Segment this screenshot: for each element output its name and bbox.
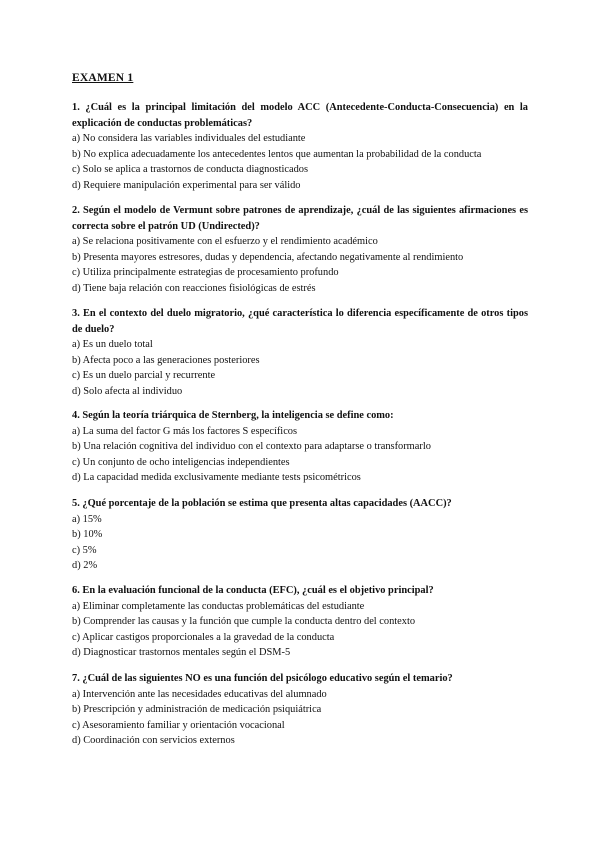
answer-option: b) Comprender las causas y la función que cumple la conducta dentro del contexto: [72, 616, 416, 627]
answer-option: d) La capacidad medida exclusivamente mediante tests psicométricos: [72, 472, 361, 483]
answer-option: c) Es un duelo parcial y recurrente: [72, 370, 216, 381]
answer-option: d) Solo afecta al individuo: [72, 385, 183, 397]
question-stem: 2. Según el modelo de Vermunt sobre patrones de aprendizaje, ¿cuál de las siguientes afirmaciones es correcta sobre el patrón UD (Undirected)?: [72, 205, 528, 232]
answer-option: d) 2%: [72, 560, 98, 571]
question-stem: 7. ¿Cuál de las siguientes NO es una función del psicólogo educativo según el temario?: [72, 673, 453, 684]
answer-option: a) Eliminar completamente las conductas problemáticas del estudiante: [72, 600, 365, 612]
question-stem: 5. ¿Qué porcentaje de la población se estima que presenta altas capacidades (AACC)?: [72, 498, 452, 509]
question-6: [72, 583, 528, 661]
answer-option: a) Intervención ante las necesidades educativas del alumnado: [72, 688, 327, 700]
answer-option: c) Aplicar castigos proporcionales a la gravedad de la conducta: [72, 631, 335, 643]
answer-option: a) 15%: [72, 513, 102, 525]
exam-title: EXAMEN 1: [72, 72, 134, 84]
answer-option: c) Utiliza principalmente estrategias de procesamiento profundo: [72, 267, 339, 278]
answer-option: b) Presenta mayores estresores, dudas y dependencia, afectando negativamente al rendimiento: [72, 251, 464, 263]
answer-option: a) Es un duelo total: [72, 339, 153, 350]
question-stem: 3. En el contexto del duelo migratorio, ¿qué característica lo diferencia específicamente de otros tipos de duelo?: [72, 308, 528, 335]
answer-option: a) No considera las variables individuales del estudiante: [72, 133, 306, 144]
answer-option: b) No explica adecuadamente los antecedentes lentos que aumentan la probabilidad de la conducta: [72, 148, 482, 160]
answer-option: d) Requiere manipulación experimental para ser válido: [72, 179, 301, 191]
answer-option: b) Prescripción y administración de medicación psiquiátrica: [72, 704, 322, 715]
answer-option: c) Solo se aplica a trastornos de conducta diagnosticados: [72, 164, 309, 175]
answer-option: b) Afecta poco a las generaciones posteriores: [72, 354, 260, 366]
question-2: [72, 203, 528, 296]
answer-option: a) Se relaciona positivamente con el esfuerzo y el rendimiento académico: [72, 236, 378, 247]
answer-option: c) Asesoramiento familiar y orientación vocacional: [72, 719, 285, 731]
question-4: [72, 408, 528, 486]
question-stem: 6. En la evaluación funcional de la conducta (EFC), ¿cuál es el objetivo principal?: [72, 585, 434, 596]
answer-option: d) Coordinación con servicios externos: [72, 735, 235, 746]
answer-option: d) Diagnosticar trastornos mentales según el DSM-5: [72, 647, 291, 658]
question-1: [72, 100, 528, 193]
answer-option: c) Un conjunto de ocho inteligencias independientes: [72, 456, 290, 468]
question-3: [72, 306, 528, 399]
answer-option: d) Tiene baja relación con reacciones fisiológicas de estrés: [72, 282, 316, 294]
question-7: [72, 671, 528, 749]
answer-option: b) Una relación cognitiva del individuo con el contexto para adaptarse o transformarlo: [72, 441, 431, 452]
question-stem: 4. Según la teoría triárquica de Sternberg, la inteligencia se define como:: [72, 410, 394, 421]
question-5: [72, 496, 528, 574]
answer-option: c) 5%: [72, 544, 97, 556]
answer-option: b) 10%: [72, 529, 103, 540]
answer-option: a) La suma del factor G más los factores S específicos: [72, 425, 298, 437]
question-stem: 1. ¿Cuál es la principal limitación del modelo ACC (Antecedente-Conducta-Consecuencia) en la explicación de conductas problemáticas?: [72, 102, 528, 129]
